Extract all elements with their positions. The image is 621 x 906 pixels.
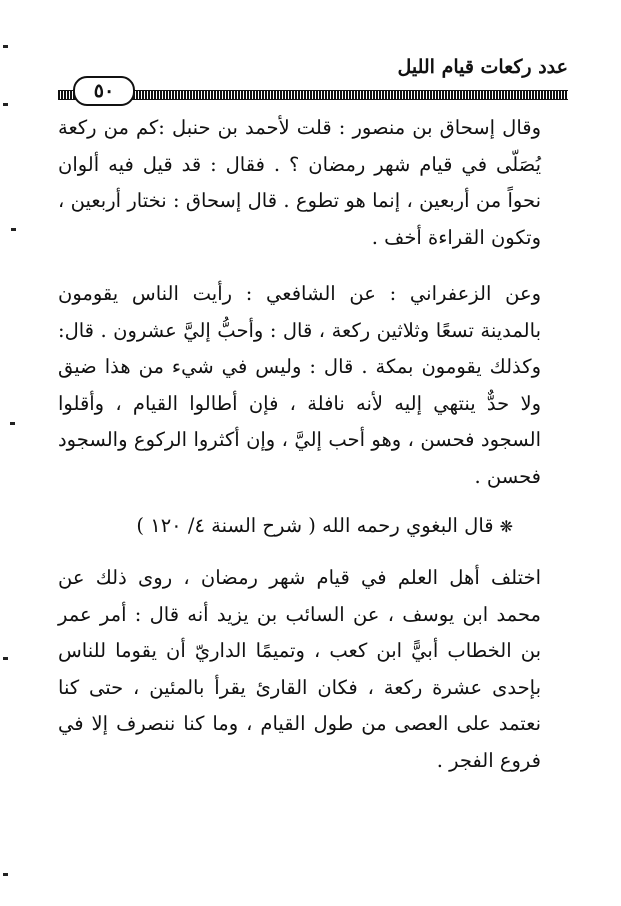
paragraph-ishaq: وقال إسحاق بن منصور : قلت لأحمد بن حنبل :كم من ركعة يُصَلّى في قيام شهر رمضان ؟ . فقال : قد قيل فيه ألوان نحواً من أربعين ، إنما هو تطوع . قال إسحاق : نختار أربعين ، وتكون القراءة أخف . [58,116,541,249]
paragraph-shafii: وعن الزعفراني : عن الشافعي : رأيت الناس يقومون بالمدينة تسعًا وثلاثين ركعة ، قال : وأحبُّ إليَّ عشرون . قال: وكذلك يقومون بمكة . قال : وليس في شيء من هذا ضيق ولا حدٌّ ينتهي إليه لأنه نافلة ، فإن أطالوا القيام ، وأقلوا السجود فحسن ، وهو أحب إليَّ ، وإن أكثروا الركوع والسجود فحسن . [58,282,541,488]
baghawi-citation [58,509,541,544]
page-header [58,50,568,106]
star-icon: ❋ [499,517,513,536]
citation-text: قال البغوي رحمه الله ( شرح السنة ٤/ ١٢٠ ) [136,514,494,537]
page-number-badge: ٥٠ [73,76,135,106]
margin-mark [3,45,8,48]
running-title: عدد ركعات قيام الليل [397,56,568,78]
margin-mark [3,657,8,660]
margin-mark [10,422,15,425]
margin-mark [11,228,16,231]
margin-mark [3,103,8,106]
margin-mark [3,873,8,876]
page-body [58,110,541,779]
paragraph-baghawi: اختلف أهل العلم في قيام شهر رمضان ، روى ذلك عن محمد ابن يوسف ، عن السائب بن يزيد أنه قال : أمر عمر بن الخطاب أبيًّ ابن كعب ، وتميمًا الداريّ أن يقوما للناس بإحدى عشرة ركعة ، فكان القارئ يقرأ بالمئين ، حتى كنا نعتمد على العصى من طول القيام ، وما كنا ننصرف إلا في فروع الفجر . [58,566,541,772]
